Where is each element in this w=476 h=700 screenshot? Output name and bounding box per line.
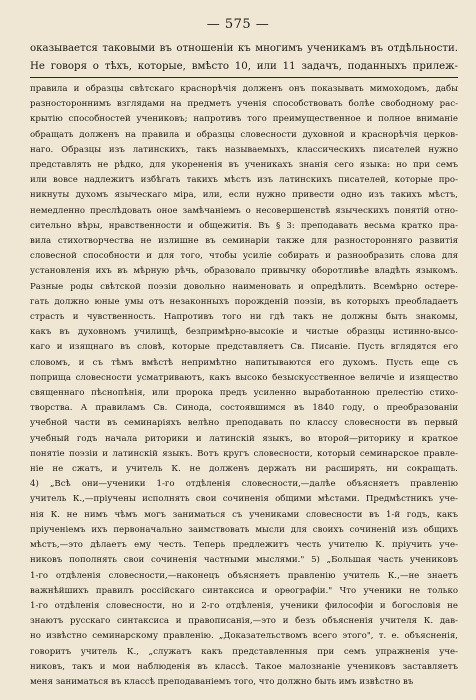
page-number: — 575 — — [206, 17, 270, 32]
footnote-line: учебной части въ семинарiяхъ велѣно преподавать по классу словесности въ первый — [30, 418, 458, 429]
footnote-line: прiученiемъ ихъ первоначально заимствовать мысли для своихъ сочиненiй изъ общихъ — [30, 524, 458, 535]
footnote-line: Разные роды свѣтской поэзiи довольно наименовать и опредѣлить. Всемѣрно остере- — [30, 281, 458, 292]
footnote-line: священнаго пѣснопѣнiя, или пророка предъ усиленно выработанною прелестiю стихо- — [30, 388, 458, 399]
footnote-line: установленiя ихъ въ мѣрную рѣчь, образовало привычку оборотливѣе владѣть языкомъ. — [30, 266, 458, 277]
footnote-line: нiя К. не нимъ чѣмъ могъ заниматься съ учениками словесности въ 1-й годъ, какъ — [30, 509, 458, 520]
footnote-line: творства. А правиламъ Св. Синода, состоявшимся въ 1840 году, о преобразованiи — [30, 403, 458, 414]
footnote-line: понятiе поэзiи и латинскiй языкъ. Вотъ кругъ словесности, который семинарское правле- — [30, 448, 458, 459]
footnote-line: знаютъ русскаго синтаксиса и правописанiя,—это и безъ объясненiя учителя К. дав- — [30, 616, 458, 627]
footnote-line: сительно вѣры, нравственности и общежитiя. Въ § 3: преподавать весьма кратко пра- — [30, 220, 458, 231]
text-line: Не говоря о тѣхъ, которые, вмѣсто 10, или 11 задачъ, поданныхъ прилеж- — [30, 61, 458, 72]
footnote-line: нiе не сжатъ, и учитель К. не долженъ держать ни расширять, ни сокращать. — [30, 464, 458, 475]
footnote-line: но извѣстно семинарскому правленiю. „Доказательствомъ всего этого", т. е. объясненiя, — [30, 631, 458, 642]
footnote-line: немедленно преслѣдовать оное замѣчанiемъ о несовершенствѣ языческихъ понятiй отно- — [30, 205, 458, 216]
footnote-line: учебный годъ начала риторики и латинскiй языкъ, во второй—риторику и краткое — [30, 433, 458, 444]
footnote-line: словесной способности и для того, чтобы усилiе собирать и разнообразить слова для — [30, 251, 458, 262]
footnote-line: 4) „Всѣ они—ученики 1-го отдѣленiя словесности,—далѣе объясняетъ правленiю — [30, 479, 458, 490]
main-text-top — [30, 40, 458, 76]
footnote-line: правила и образцы свѣтскаго краснорѣчiя долженъ онъ показывать мимоходомъ, дабы — [30, 84, 458, 94]
footnote-line: 1-го отдѣленiя словесности, но и 2-го отдѣленiя, ученики философiи и богословiя не — [30, 600, 458, 611]
footnote-line: страсть и чувственность. Напротивъ того ни гдѣ такъ не должны быть знакомы, — [30, 312, 458, 323]
footnote-line: 1-го отдѣленiя словесности,—наконецъ объясняетъ правленiю учитель К.,—не знаетъ — [30, 570, 458, 581]
footnote-line: никовъ, такъ и мои наблюденiя въ классѣ. Такое малознанiе учениковъ заставляетъ — [30, 661, 458, 672]
footnote-line: словомъ, и съ тѣмъ вмѣстѣ непримѣтно напитываются его духомъ. Пусть еще съ — [30, 357, 458, 368]
footnote-line: никовъ пополнять свои сочиненiя частными мыслями." 5) „Большая часть учениковъ — [30, 555, 458, 566]
footnote-line: разностороннимъ взглядами на предметъ ученiя способствовать болѣе свободному рас- — [30, 99, 458, 110]
footnote-line: говоритъ учитель К., „служатъ какъ представленныя при семъ упражненiя уче- — [30, 646, 458, 657]
footnote-line: наго. Образцы изъ латинскихъ, такъ называемыхъ, классическихъ писателей нужно — [30, 144, 458, 155]
footnote-line: важнѣйшихъ правилъ россiйскаго синтаксиса и орѳографiи." Что ученики не только — [30, 585, 458, 596]
footnote-line: представлять не рѣдко, для укорененiя въ ученикахъ знанiя сего языка: но при семъ — [30, 160, 458, 171]
footnote-line: каго и изящнаго въ словѣ, которые представляетъ Св. Писанiе. Пусть вглядятся его — [30, 342, 458, 353]
footnote-line: гать должно юные умы отъ незаконныхъ порожденiй поэзiи, въ которыхъ преобладаетъ — [30, 296, 458, 307]
footnote-line: вила стихотворчества не излишне въ семинарiи также для разносторонняго развитiя — [30, 236, 458, 247]
footnote-rule — [30, 77, 458, 78]
footnote-text — [30, 82, 458, 690]
footnote-line: обращать долженъ на правила и образцы словесности духовной и краснорѣчiя церков- — [30, 129, 458, 140]
footnote-line: меня заниматься въ классѣ преподаванiемъ того, что должно быть имъ извѣстно въ — [30, 676, 414, 687]
footnote-line: или вовсе надлежитъ избѣгать такихъ мѣстъ изъ латинскихъ писателей, которые про- — [30, 175, 458, 186]
footnote-line: никнуты духомъ языческаго мiра, или, если нужно привести одно изъ такихъ мѣстъ, — [30, 190, 458, 201]
footnote-line: какъ въ духовномъ училищѣ, безпримѣрно-высокiе и чистые образцы истинно-высо- — [30, 327, 458, 338]
text-line: оказывается таковыми въ отношенiи къ многимъ ученикамъ въ отдѣльности. — [30, 43, 458, 54]
footnote-line: учитель К.,—прiучены исполнять свои сочиненiя общими мѣстами. Предмѣстникъ уче- — [30, 494, 458, 505]
footnote-line: поприща словесности усматриваютъ, какъ высоко безыскусственное величiе и изящество — [30, 372, 458, 383]
footnote-line: мѣстъ,—это дѣлаетъ ему честь. Теперь предлежитъ честь учителю К. прiучить уче- — [30, 540, 458, 551]
footnote-line: крытiю способностей учениковъ; напротивъ того преимущественное и полное вниманiе — [30, 114, 458, 125]
